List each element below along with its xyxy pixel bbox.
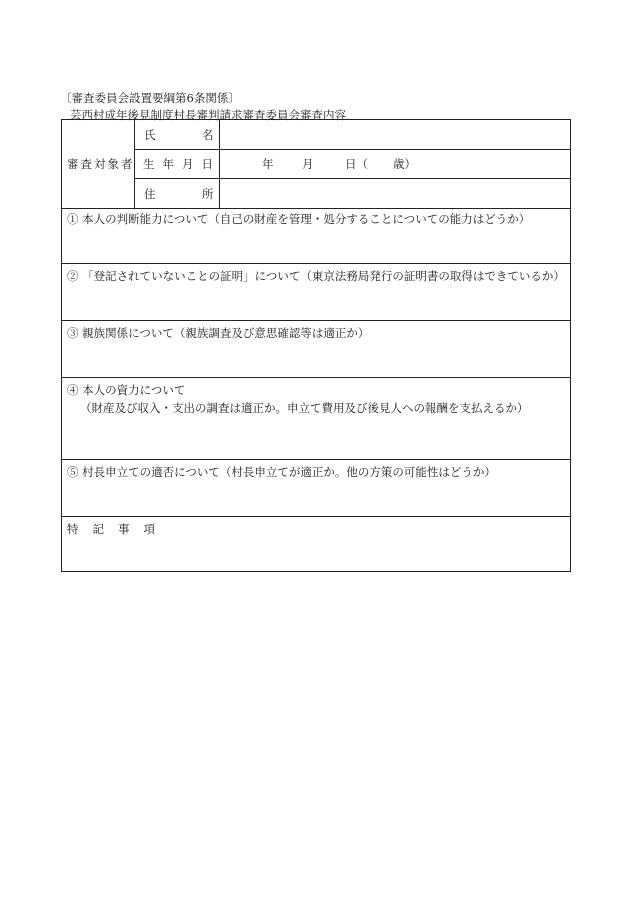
dob-label-char: 月 (182, 157, 194, 171)
section-judgment-capacity: ① 本人の判断能力について（自己の財産を管理・処分することについての能力はどうか） (67, 212, 531, 226)
review-form-table (61, 119, 571, 572)
remarks-char: 事 (118, 522, 130, 536)
section-registry-certificate: ② 「登記されていないことの証明」について（東京法務局発行の証明書の取得はできているか） (67, 269, 565, 283)
remarks-char: 記 (92, 522, 104, 536)
section-family-relations: ③ 親族関係について（親族調査及び意思確認等は適正か） (67, 326, 370, 340)
dob-year-unit: 年 (262, 157, 274, 171)
dob-label-char: 生 (143, 157, 155, 171)
remarks-char: 項 (143, 522, 155, 536)
dob-day-unit: 日（ (345, 157, 368, 171)
form-title: 芸西村成年後見制度村長審判請求審査委員会審査内容 (70, 108, 346, 122)
name-label-part: 氏 (144, 128, 156, 142)
divider (62, 516, 570, 517)
subject-label: 審査対象者 (67, 157, 135, 171)
dob-label (143, 156, 213, 172)
divider (62, 263, 570, 264)
divider (219, 120, 220, 208)
remarks-char: 特 (67, 522, 79, 536)
reference-note: 〔審査委員会設置要綱第6条関係〕 (60, 91, 240, 105)
divider (134, 178, 571, 179)
address-label-part: 所 (202, 187, 214, 201)
age-unit: 歳） (393, 157, 416, 171)
divider (62, 208, 570, 209)
divider (62, 459, 570, 460)
dob-label-char: 日 (201, 157, 213, 171)
remarks-label (67, 521, 155, 537)
section-financial-resources: ④ 本人の資力について (67, 383, 186, 397)
divider (134, 149, 571, 150)
dob-month-unit: 月 (302, 157, 314, 171)
name-label-part: 名 (202, 128, 214, 142)
dob-label-char: 年 (162, 157, 174, 171)
divider (62, 377, 570, 378)
divider (62, 320, 570, 321)
address-label-part: 住 (144, 187, 156, 201)
section-petition-appropriateness: ⑤ 村長申立ての適否について（村長申立てが適正か。他の方策の可能性はどうか） (67, 465, 496, 479)
section-financial-resources-detail: （財産及び収入・支出の調査は適正か。申立て費用及び後見人への報酬を支払えるか） (80, 401, 529, 415)
